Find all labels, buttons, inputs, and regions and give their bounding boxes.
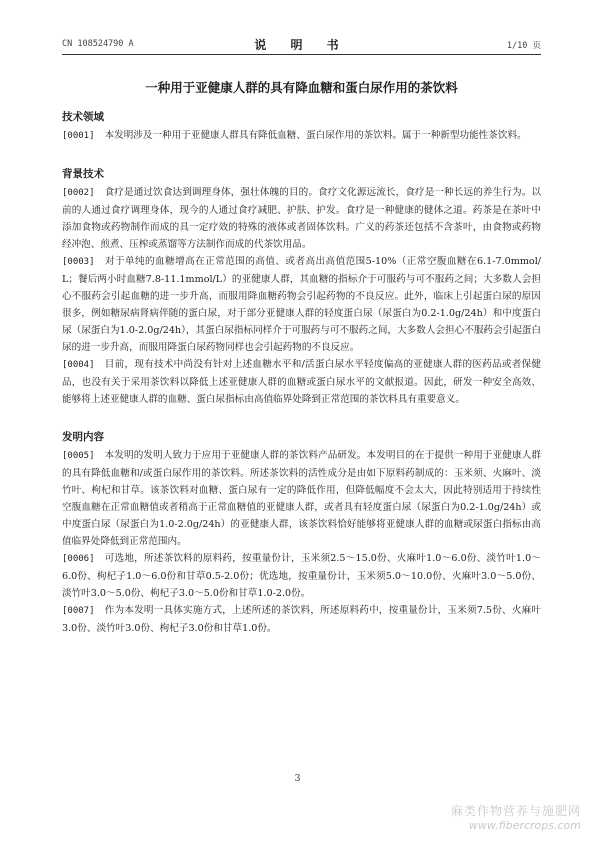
paragraph-text: 本发明的发明人致力于应用于亚健康人群的茶饮料产品研发。本发明目的在于提供一种用于亚健康人群的具有降低血糖和/或蛋白尿作用的茶饮料。所述茶饮料的活性成分是由如下原料药制成的：玉米须、火麻叶、淡竹叶、枸杞和甘草。该茶饮料对血糖、蛋白尿有一定的降低作用，但降低幅度不会太大，因此特别适用于持续性空腹血糖在正常血糖值或者稍高于正常血糖值的亚健康人群，或者具有轻度蛋白尿（尿蛋白为0.2-1.0g/24h）或中度蛋白尿（尿蛋白为1.0-2.0g/24h）的亚健康人群，该茶饮料恰好能够将亚健康人群的血糖或尿蛋白指标由高值临界处降低到正常范围内。 xyxy=(62,450,541,547)
paragraph-number: [0005] xyxy=(62,451,95,461)
paragraph xyxy=(62,550,541,602)
header-rule xyxy=(62,54,541,55)
paragraph xyxy=(62,447,541,550)
page-header xyxy=(62,36,541,52)
paragraph-text: 对于单纯的血糖增高在正常范围的高值、或者高出高值范围5-10%（正常空腹血糖在6.1-7.0mmol/L；餐后两小时血糖7.8-11.1mmol/L）的亚健康人群，其血糖的指标介于可服药与可不服药之间；大多数人会担心不服药会引起血糖的进一步升高，而服用降血糖药物会引起药物的不良反应。此外，临床上引起蛋白尿的原因很多，例如糖尿病肾病伴随的蛋白尿，对于部分亚健康人群的轻度蛋白尿（尿蛋白为0.2-1.0g/24h）和中度蛋白尿（尿蛋白为1.0-2.0g/24h），其蛋白尿指标同样介于可服药与可不服药之间，大多数人会担心不服药会引起蛋白尿的进一步升高，而服用降蛋白尿药物同样也会引起药物的不良反应。 xyxy=(62,256,541,353)
page-number: 3 xyxy=(294,773,301,784)
paragraph xyxy=(62,127,541,145)
document-body xyxy=(62,110,541,637)
paragraph xyxy=(62,253,541,356)
section xyxy=(62,167,541,408)
section-heading: 发明内容 xyxy=(62,431,104,443)
section-heading: 背景技术 xyxy=(62,168,104,180)
paragraph xyxy=(62,356,541,408)
paragraph xyxy=(62,184,541,253)
watermark-site-name: 麻类作物营养与施肥网 xyxy=(450,804,581,818)
paragraph-text: 目前，现有技术中尚没有针对上述血糖水平和/活蛋白尿水平轻度偏高的亚健康人群的医药品或者保健品，也没有关于采用茶饮料以降低上述亚健康人群的血糖或蛋白尿水平的文献报道。因此，研发一种安全高效、能够将上述亚健康人群的血糖、蛋白尿指标由高值临界处降到正常范围的茶饮料具有重要意义。 xyxy=(62,359,541,405)
paragraph-number: [0007] xyxy=(62,606,95,616)
paragraph xyxy=(62,602,541,637)
paragraph-text: 可选地，所述茶饮料的原料药，按重量份计，玉米须2.5～15.0份、火麻叶1.0～6.0份、淡竹叶1.0～6.0份、枸杞子1.0～6.0份和甘草0.5-2.0份；优选地，按重量份计，玉米须5.0～10.0份、火麻叶3.0～5.0份、淡竹叶3.0～5.0份、枸杞子3.0～5.0份和甘草1.0-2.0份。 xyxy=(62,553,541,599)
document-type: 说 明 书 xyxy=(254,38,349,52)
paragraph-number: [0006] xyxy=(62,554,95,564)
publication-number: CN 108524790 A xyxy=(62,39,134,49)
paragraph-text: 作为本发明一具体实施方式，上述所述的茶饮料，所述原料药中，按重量份计，玉米须7.5份、火麻叶3.0份、淡竹叶3.0份、枸杞子3.0份和甘草1.0份。 xyxy=(62,605,541,634)
paragraph-number: [0002] xyxy=(62,188,95,198)
document-title: 一种用于亚健康人群的具有降血糖和蛋白尿作用的茶饮料 xyxy=(145,80,458,95)
watermark xyxy=(451,802,581,832)
paragraph-text: 本发明涉及一种用于亚健康人群具有降低血糖、蛋白尿作用的茶饮料。属于一种新型功能性茶饮料。 xyxy=(104,130,527,141)
paragraph-number: [0001] xyxy=(62,131,95,141)
paragraph-text: 食疗是通过饮食达到调理身体，强壮体魄的目的。食疗文化源远流长，食疗是一种长远的养生行为。以前的人通过食疗调理身体，现今的人通过食疗减肥、护肤、护发。食疗是一种健康的健体之道。药茶是在茶叶中添加食物或药物制作而成的具一定疗效的特殊的液体或者固体饮料。广义的药茶还包括不含茶叶，由食物或药物经冲泡、煎煮、压榨或蒸馏等方法制作而成的代茶饮用品。 xyxy=(62,187,541,250)
section xyxy=(62,110,541,145)
section-heading: 技术领域 xyxy=(62,111,104,123)
paragraph-number: [0004] xyxy=(62,360,95,370)
section xyxy=(62,430,541,637)
paragraph-number: [0003] xyxy=(62,257,95,267)
watermark-url: www.fibercrops.com xyxy=(468,819,581,832)
page-counter: 1/10 页 xyxy=(506,41,541,51)
